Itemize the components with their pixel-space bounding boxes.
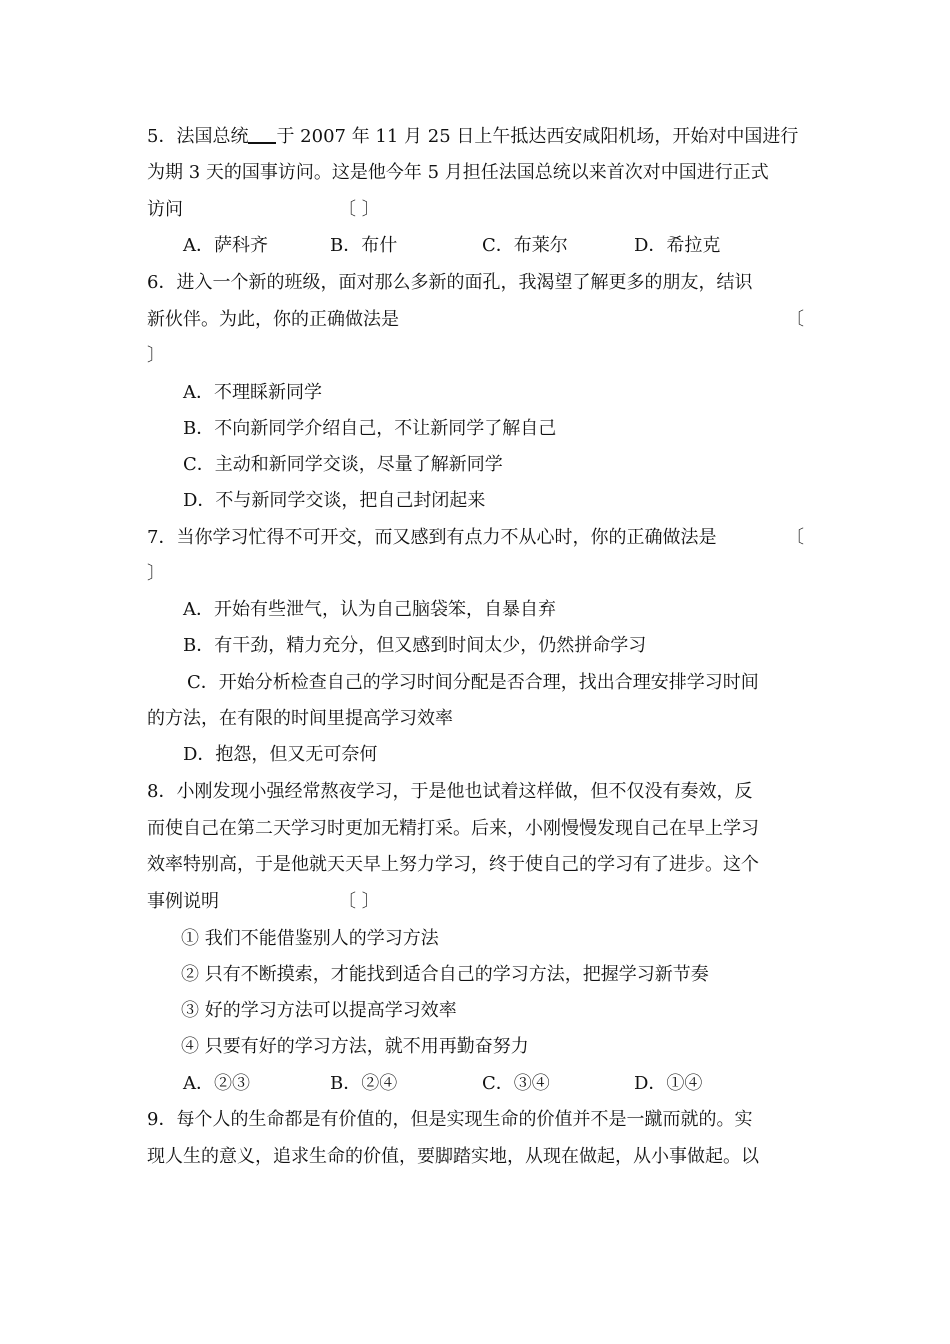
q6-paren-close: 〕 — [147, 345, 165, 366]
q7-option-c-line-2: 的方法，在有限的时间里提高学习效率 — [147, 708, 453, 729]
q5-option-a: A．萨科齐 — [183, 235, 268, 256]
q7-option-b: B．有干劲，精力充分，但又感到时间太少，仍然拼命学习 — [183, 635, 647, 656]
q6-option-b: B．不向新同学介绍自己，不让新同学了解自己 — [183, 418, 557, 439]
q9-line-2: 现人生的意义，追求生命的价值，要脚踏实地，从现在做起，从小事做起。以 — [147, 1146, 759, 1167]
q8-option-d: D．①④ — [634, 1073, 703, 1094]
q9-line-1: 9．每个人的生命都是有价值的，但是实现生命的价值并不是一蹴而就的。实 — [147, 1109, 753, 1130]
q8-answer-paren: 〔 〕 — [338, 891, 380, 912]
q8-option-b: B．②④ — [330, 1073, 398, 1094]
q8-statement-3: ③ 好的学习方法可以提高学习效率 — [181, 1000, 457, 1021]
q5-line-3: 访问 — [147, 199, 183, 220]
q8-statement-1: ① 我们不能借鉴别人的学习方法 — [181, 928, 439, 949]
q5-option-c: C．布莱尔 — [482, 235, 568, 256]
q6-line-1: 6．进入一个新的班级，面对那么多新的面孔，我渴望了解更多的朋友，结识 — [147, 272, 753, 293]
q5-line-1 — [147, 125, 798, 149]
q7-option-c-line-1: C．开始分析检查自己的学习时间分配是否合理，找出合理安排学习时间 — [187, 672, 759, 693]
q8-line-4: 事例说明 — [147, 891, 219, 912]
q7-option-d: D．抱怨，但又无可奈何 — [183, 744, 378, 765]
q8-option-c: C．③④ — [482, 1073, 550, 1094]
q5-option-d: D．希拉克 — [634, 235, 721, 256]
q5-answer-blank — [248, 126, 276, 144]
q5-stem-start: 5．法国总统 — [147, 126, 249, 147]
q8-line-1: 8．小刚发现小强经常熬夜学习，于是他也试着这样做，但不仅没有奏效，反 — [147, 781, 753, 802]
q7-line-1: 7．当你学习忙得不可开交，而又感到有点力不从心时，你的正确做法是 — [147, 527, 717, 548]
q8-statement-4: ④ 只要有好的学习方法，就不用再勤奋努力 — [181, 1036, 529, 1057]
q8-line-3: 效率特别高，于是他就天天早上努力学习，终于使自己的学习有了进步。这个 — [147, 854, 759, 875]
q5-answer-paren: 〔 〕 — [338, 199, 380, 220]
q5-line-2: 为期 3 天的国事访问。这是他今年 5 月担任法国总统以来首次对中国进行正式 — [147, 162, 769, 183]
q8-statement-2: ② 只有不断摸索，才能找到适合自己的学习方法，把握学习新节奏 — [181, 964, 709, 985]
q7-paren-open: 〔 — [786, 527, 804, 548]
q5-option-b: B．布什 — [330, 235, 398, 256]
q5-stem-rest: 于 2007 年 11 月 25 日上午抵达西安咸阳机场，开始对中国进行 — [276, 126, 799, 147]
q6-option-c: C．主动和新同学交谈，尽量了解新同学 — [183, 454, 503, 475]
q8-line-2: 而使自己在第二天学习时更加无精打采。后来，小刚慢慢发现自己在早上学习 — [147, 818, 759, 839]
q6-option-d: D．不与新同学交谈，把自己封闭起来 — [183, 490, 486, 511]
q7-paren-close: 〕 — [147, 563, 165, 584]
q8-option-a: A．②③ — [183, 1073, 250, 1094]
q6-option-a: A．不理睬新同学 — [183, 382, 322, 403]
q6-line-2: 新伙伴。为此，你的正确做法是 — [147, 309, 399, 330]
q7-option-a: A．开始有些泄气，认为自己脑袋笨，自暴自弃 — [183, 599, 556, 620]
q6-paren-open: 〔 — [786, 309, 804, 330]
